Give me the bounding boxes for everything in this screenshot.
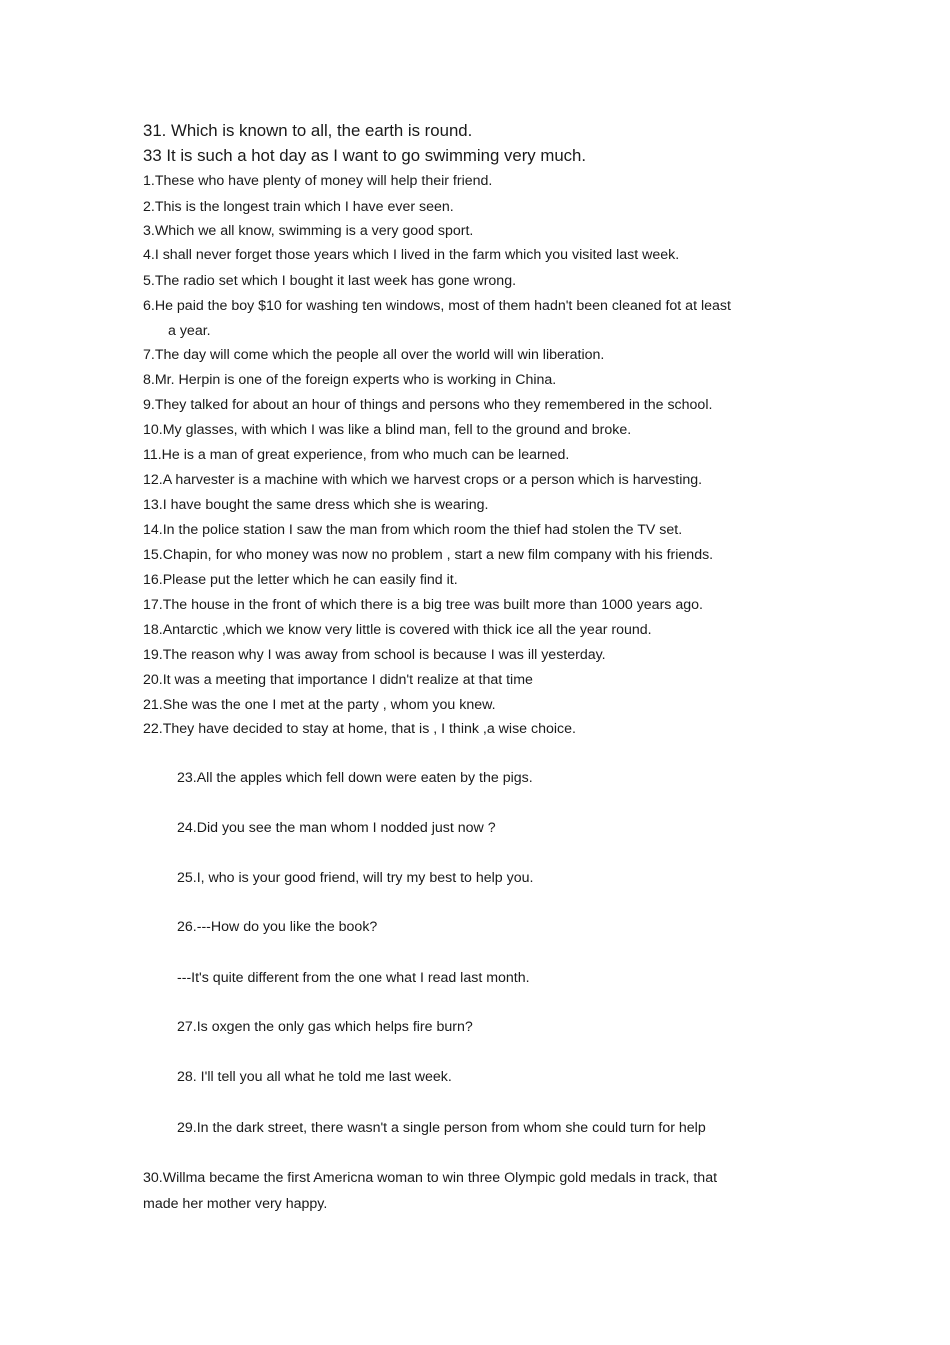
- exercise-item-indented: 24.Did you see the man whom I nodded just now ?: [177, 820, 496, 836]
- exercise-item: 2.This is the longest train which I have ever seen.: [143, 199, 454, 215]
- exercise-item-continuation: made her mother very happy.: [143, 1196, 328, 1212]
- exercise-item: 5.The radio set which I bought it last week has gone wrong.: [143, 273, 517, 289]
- exercise-item: 18.Antarctic ,which we know very little is covered with thick ice all the year round.: [143, 622, 652, 638]
- exercise-item: 8.Mr. Herpin is one of the foreign experts who is working in China.: [143, 372, 557, 388]
- exercise-item-indented: 27.Is oxgen the only gas which helps fire burn?: [177, 1019, 473, 1035]
- exercise-item: 7.The day will come which the people all over the world will win liberation.: [143, 347, 605, 363]
- exercise-item-indented: 26.---How do you like the book?: [177, 919, 378, 935]
- exercise-item-indented: 25.I, who is your good friend, will try my best to help you.: [177, 870, 534, 886]
- exercise-item-indented: 29.In the dark street, there wasn't a single person from whom she could turn for help: [177, 1120, 706, 1136]
- heading-line: 33 It is such a hot day as I want to go swimming very much.: [143, 146, 587, 165]
- exercise-item: 4.I shall never forget those years which I lived in the farm which you visited last week.: [143, 247, 680, 263]
- exercise-item-indented: 23.All the apples which fell down were eaten by the pigs.: [177, 770, 533, 786]
- exercise-item: 13.I have bought the same dress which she is wearing.: [143, 497, 489, 513]
- exercise-item: 14.In the police station I saw the man from which room the thief had stolen the TV set.: [143, 522, 683, 538]
- exercise-item: 6.He paid the boy $10 for washing ten windows, most of them hadn't been cleaned fot at least: [143, 298, 731, 314]
- exercise-item: 16.Please put the letter which he can easily find it.: [143, 572, 458, 588]
- heading-line: 31. Which is known to all, the earth is round.: [143, 121, 473, 140]
- exercise-item: 30.Willma became the first Americna woman to win three Olympic gold medals in track, that: [143, 1170, 718, 1186]
- exercise-item: 3.Which we all know, swimming is a very good sport.: [143, 223, 474, 239]
- exercise-item: 21.She was the one I met at the party , whom you knew.: [143, 697, 496, 713]
- exercise-item: 20.It was a meeting that importance I didn't realize at that time: [143, 672, 533, 688]
- exercise-item: 17.The house in the front of which there is a big tree was built more than 1000 years ago.: [143, 597, 703, 613]
- exercise-item: 12.A harvester is a machine with which we harvest crops or a person which is harvesting.: [143, 472, 703, 488]
- exercise-item: 10.My glasses, with which I was like a blind man, fell to the ground and broke.: [143, 422, 632, 438]
- exercise-item-indented: ---It's quite different from the one what I read last month.: [177, 970, 530, 986]
- exercise-item-indented: 28. I'll tell you all what he told me last week.: [177, 1069, 452, 1085]
- exercise-item: 19.The reason why I was away from school is because I was ill yesterday.: [143, 647, 606, 663]
- exercise-item: 22.They have decided to stay at home, that is , I think ,a wise choice.: [143, 721, 576, 737]
- exercise-item: 15.Chapin, for who money was now no problem , start a new film company with his friends.: [143, 547, 714, 563]
- exercise-item: 11.He is a man of great experience, from who much can be learned.: [143, 447, 570, 463]
- exercise-item-continuation: a year.: [168, 323, 211, 339]
- exercise-item: 9.They talked for about an hour of things and persons who they remembered in the school.: [143, 397, 713, 413]
- exercise-item: 1.These who have plenty of money will help their friend.: [143, 173, 493, 189]
